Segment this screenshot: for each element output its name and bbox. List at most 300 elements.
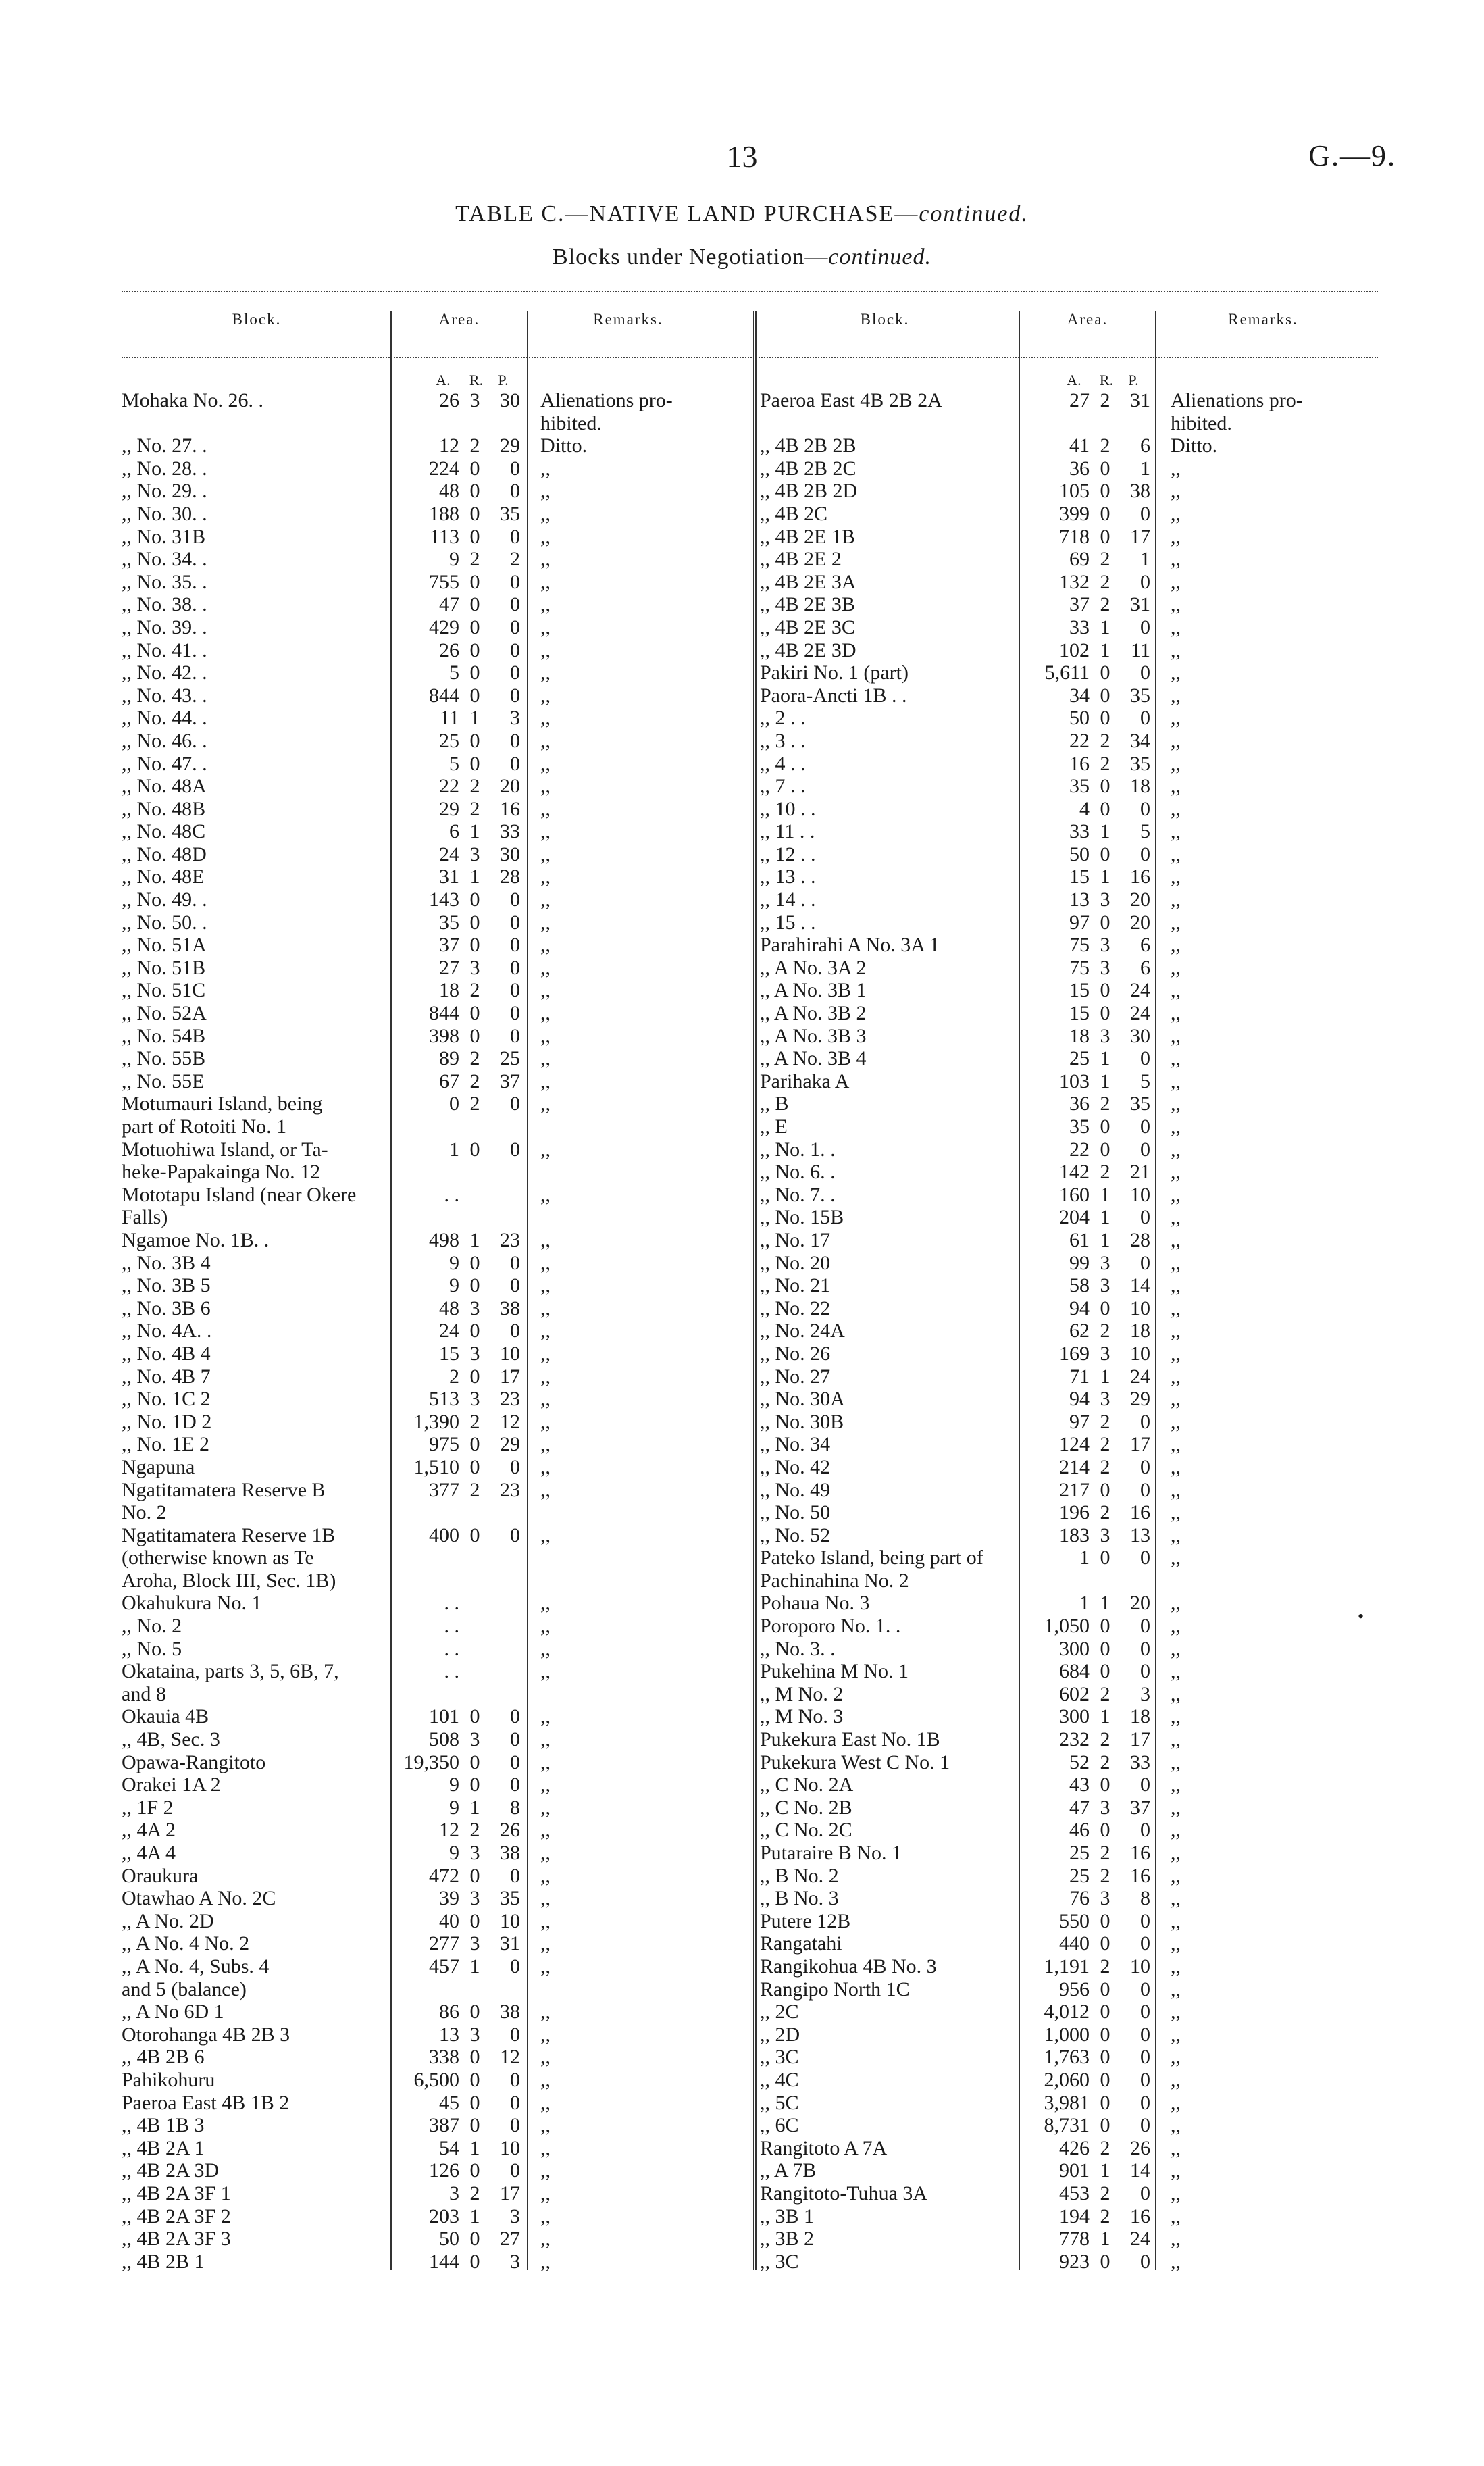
roods-cell: 2 xyxy=(469,1819,480,1842)
acres-cell: 204 xyxy=(1059,1206,1090,1229)
acres-cell: 684 xyxy=(1059,1660,1090,1683)
perches-cell: 14 xyxy=(1130,2159,1150,2182)
remarks-cell: ,, xyxy=(540,1660,551,1683)
perches-cell: 31 xyxy=(1130,593,1150,616)
remarks-cell: ,, xyxy=(540,2091,551,2114)
block-cell: ,, 4A 4 xyxy=(122,1842,176,1864)
roods-cell: 2 xyxy=(1100,1319,1110,1342)
acres-cell: 0 xyxy=(449,1092,459,1115)
units-row-right xyxy=(760,366,1378,389)
block-cell: Poroporo No. 1. . xyxy=(760,1615,901,1638)
roods-cell: 2 xyxy=(469,434,480,457)
acres-cell: 113 xyxy=(430,525,459,548)
remarks-cell: ,, xyxy=(1171,2023,1181,2046)
remarks-cell: ,, xyxy=(540,979,551,1002)
remarks-cell: Ditto. xyxy=(1171,434,1218,457)
block-cell: ,, A 7B xyxy=(760,2159,817,2182)
roods-cell: 2 xyxy=(1100,1728,1110,1751)
block-cell: ,, No. 26 xyxy=(760,1342,831,1365)
remarks-cell: ,, xyxy=(540,525,551,548)
table-row xyxy=(760,2137,1378,2160)
acres-cell: 25 xyxy=(1069,1047,1090,1070)
block-cell: ,, No. 44. . xyxy=(122,707,207,730)
perches-cell: 0 xyxy=(1140,1615,1150,1638)
table-row xyxy=(760,1615,1378,1638)
block-cell: ,, No. 35. . xyxy=(122,570,207,593)
table-row xyxy=(760,1978,1378,2001)
acres-cell: 27 xyxy=(1069,389,1090,411)
remarks-cell: ,, xyxy=(1171,797,1181,820)
acres-cell: 18 xyxy=(1069,1024,1090,1047)
roods-cell: 2 xyxy=(1100,1092,1110,1115)
perches-cell: 25 xyxy=(500,1047,520,1070)
acres-cell: 1,000 xyxy=(1044,2023,1090,2046)
block-cell: Parahirahi A No. 3A 1 xyxy=(760,934,940,957)
block-cell: ,, No. 30A xyxy=(760,1388,845,1411)
roods-cell: 1 xyxy=(469,1955,480,1978)
perches-cell: 0 xyxy=(510,911,520,934)
table-row xyxy=(122,1138,750,1161)
table-row xyxy=(122,2182,750,2205)
acres-cell: 94 xyxy=(1069,1388,1090,1411)
block-cell: ,, A No. 3A 2 xyxy=(760,956,867,979)
remarks-cell: ,, xyxy=(540,752,551,775)
table-row xyxy=(760,2228,1378,2250)
perches-cell: 23 xyxy=(500,1478,520,1501)
table-row xyxy=(122,707,750,730)
table-row xyxy=(122,1206,750,1229)
acres-cell: 203 xyxy=(429,2205,459,2228)
perches-cell: 0 xyxy=(1140,1773,1150,1796)
block-cell: ,, No. 1. . xyxy=(760,1138,836,1161)
block-cell: ,, No. 42. . xyxy=(122,661,207,684)
block-cell: ,, No. 49. . xyxy=(122,888,207,911)
remarks-cell: ,, xyxy=(540,707,551,730)
roods-cell: 0 xyxy=(1100,480,1110,503)
perches-cell: 0 xyxy=(1140,1546,1150,1569)
block-cell: ,, No. 15B xyxy=(760,1206,844,1229)
remarks-cell: ,, xyxy=(1171,775,1181,798)
table-row xyxy=(760,1047,1378,1070)
block-cell: ,, No. 48A xyxy=(122,775,207,798)
remarks-cell: ,, xyxy=(540,1478,551,1501)
block-cell: Otawhao A No. 2C xyxy=(122,1887,276,1910)
table-row xyxy=(760,1683,1378,1706)
perches-cell: 13 xyxy=(1130,1524,1150,1546)
remarks-cell: ,, xyxy=(1171,1274,1181,1297)
remarks-cell: ,, xyxy=(1171,1388,1181,1411)
perches-cell: 0 xyxy=(510,1705,520,1728)
roods-cell: 3 xyxy=(1100,1251,1110,1274)
unit-roods: R. xyxy=(1099,372,1114,388)
remarks-cell: ,, xyxy=(540,1183,551,1206)
remarks-cell: ,, xyxy=(540,1251,551,1274)
acres-cell: 923 xyxy=(1059,2250,1090,2273)
acres-cell: 1,191 xyxy=(1044,1955,1090,1978)
block-cell: ,, No. 22 xyxy=(760,1297,831,1319)
table-row xyxy=(122,1887,750,1910)
roods-cell: 3 xyxy=(469,1842,480,1864)
remarks-cell: ,, xyxy=(1171,1115,1181,1138)
roods-cell: 3 xyxy=(469,2023,480,2046)
roods-cell: 2 xyxy=(1100,752,1110,775)
perches-cell: 33 xyxy=(500,820,520,843)
acres-cell: 440 xyxy=(1059,1932,1090,1955)
block-cell: heke-Papakainga No. 12 xyxy=(122,1161,321,1184)
acres-cell: 36 xyxy=(1069,1092,1090,1115)
acres-cell: 3 xyxy=(449,2182,459,2205)
acres-cell: 36 xyxy=(1069,457,1090,480)
block-cell: Okataina, parts 3, 5, 6B, 7, xyxy=(122,1660,339,1683)
roods-cell: 2 xyxy=(469,775,480,798)
roods-cell: 0 xyxy=(469,1433,480,1456)
remarks-cell: ,, xyxy=(540,820,551,843)
roods-cell: 1 xyxy=(1100,1705,1110,1728)
perches-cell: 0 xyxy=(1140,707,1150,730)
block-cell: ,, A No. 3B 3 xyxy=(760,1024,867,1047)
remarks-cell: ,, xyxy=(540,1887,551,1910)
remarks-cell: ,, xyxy=(540,1365,551,1388)
block-cell: ,, M No. 3 xyxy=(760,1705,844,1728)
perches-cell: 6 xyxy=(1140,934,1150,957)
remarks-cell: Alienations pro- xyxy=(540,389,673,411)
roods-cell: 3 xyxy=(1100,1388,1110,1411)
table-row xyxy=(760,1161,1378,1184)
table-row xyxy=(122,571,750,594)
acres-cell: 472 xyxy=(429,1864,459,1887)
acres-cell: 498 xyxy=(429,1228,459,1251)
acres-cell: 12 xyxy=(439,434,459,457)
table-title xyxy=(0,201,1484,227)
acres-cell: 99 xyxy=(1069,1251,1090,1274)
roods-cell: 1 xyxy=(1100,865,1110,888)
perches-cell: 0 xyxy=(1140,2046,1150,2069)
table-row xyxy=(760,1456,1378,1479)
table-row xyxy=(122,1433,750,1456)
perches-cell: 0 xyxy=(1140,2091,1150,2114)
perches-cell: 0 xyxy=(510,525,520,548)
perches-cell: 16 xyxy=(1130,1842,1150,1864)
table-subtitle-continued: continued. xyxy=(828,245,931,270)
block-cell: ,, No. 24A xyxy=(760,1319,845,1342)
roods-cell: 3 xyxy=(469,1887,480,1910)
acres-cell: 183 xyxy=(1059,1524,1090,1546)
table-row xyxy=(760,730,1378,753)
table-row xyxy=(760,684,1378,707)
divider-center xyxy=(753,311,757,2270)
table-row xyxy=(760,1297,1378,1320)
roods-cell: 3 xyxy=(469,1388,480,1411)
remarks-cell: ,, xyxy=(1171,979,1181,1002)
remarks-cell: ,, xyxy=(1171,593,1181,616)
remarks-cell: ,, xyxy=(540,1024,551,1047)
roods-cell: 1 xyxy=(469,865,480,888)
units-row-left xyxy=(122,366,750,389)
perches-cell: 8 xyxy=(510,1796,520,1819)
table-row xyxy=(122,1070,750,1093)
block-cell: Paeroa East 4B 2B 2A xyxy=(760,389,942,411)
roods-cell: 2 xyxy=(469,1070,480,1092)
roods-cell: 0 xyxy=(1100,797,1110,820)
remarks-cell: ,, xyxy=(1171,1478,1181,1501)
block-cell: ,, C No. 2A xyxy=(760,1773,854,1796)
table-row xyxy=(760,1501,1378,1524)
roods-cell: 1 xyxy=(469,2136,480,2159)
table-row xyxy=(122,1115,750,1138)
table-row xyxy=(760,775,1378,798)
acres-cell: 15 xyxy=(1069,1002,1090,1025)
table-row xyxy=(760,1092,1378,1115)
block-cell: ,, No. 46. . xyxy=(122,729,207,752)
perches-cell: 0 xyxy=(1140,1819,1150,1842)
acres-cell: 48 xyxy=(439,480,459,503)
perches-cell: 0 xyxy=(510,1002,520,1025)
acres-cell: 101 xyxy=(429,1705,459,1728)
remarks-cell: ,, xyxy=(540,480,551,503)
table-row xyxy=(760,1388,1378,1411)
header-remarks-left: Remarks. xyxy=(593,311,663,328)
perches-cell: 0 xyxy=(510,752,520,775)
table-row xyxy=(122,2092,750,2115)
acres-cell: 39 xyxy=(439,1887,459,1910)
perches-cell: 0 xyxy=(1140,1455,1150,1478)
perches-cell: 0 xyxy=(510,1138,520,1161)
table-row xyxy=(760,593,1378,616)
block-cell: and 8 xyxy=(122,1682,166,1705)
block-cell: ,, 4C xyxy=(760,2068,799,2091)
remarks-cell: ,, xyxy=(1171,2001,1181,2023)
roods-cell: 0 xyxy=(1100,1138,1110,1161)
table-row xyxy=(760,457,1378,480)
perches-cell: 0 xyxy=(1140,2250,1150,2273)
table-row xyxy=(122,1501,750,1524)
unit-roods: R. xyxy=(469,372,484,388)
remarks-cell: ,, xyxy=(540,934,551,957)
acres-cell: 35 xyxy=(439,911,459,934)
roods-cell: 3 xyxy=(469,389,480,411)
remarks-cell: ,, xyxy=(1171,1546,1181,1569)
table-row xyxy=(760,1433,1378,1456)
roods-cell: 2 xyxy=(1100,389,1110,411)
block-cell: ,, 11 . . xyxy=(760,820,815,843)
remarks-cell: ,, xyxy=(540,684,551,707)
perches-cell: 6 xyxy=(1140,434,1150,457)
perches-cell: 17 xyxy=(500,1365,520,1388)
remarks-cell: ,, xyxy=(1171,888,1181,911)
roods-cell: 2 xyxy=(469,1410,480,1433)
acres-cell: 169 xyxy=(1059,1342,1090,1365)
block-cell: ,, 4B 2B 2B xyxy=(760,434,856,457)
block-cell: ,, C No. 2C xyxy=(760,1819,852,1842)
roods-cell: 0 xyxy=(469,457,480,480)
perches-cell: 34 xyxy=(1130,729,1150,752)
roods-cell: 2 xyxy=(469,797,480,820)
block-cell: ,, 6C xyxy=(760,2114,799,2137)
table-row xyxy=(122,593,750,616)
table-row xyxy=(122,979,750,1002)
table-row xyxy=(122,865,750,888)
block-cell: Parihaka A xyxy=(760,1070,850,1092)
perches-cell: 24 xyxy=(1130,979,1150,1002)
remarks-cell: ,, xyxy=(1171,2114,1181,2137)
table-row xyxy=(122,2137,750,2160)
remarks-cell: ,, xyxy=(1171,2136,1181,2159)
block-cell: ,, 4B 2A 3D xyxy=(122,2159,220,2182)
acres-cell: 4 xyxy=(1079,797,1090,820)
remarks-cell: ,, xyxy=(540,1274,551,1297)
table-row xyxy=(760,639,1378,662)
roods-cell: 0 xyxy=(1100,525,1110,548)
acres-cell: 47 xyxy=(1069,1796,1090,1819)
table-row xyxy=(760,888,1378,911)
acres-cell: 5 xyxy=(449,661,459,684)
block-cell: ,, No. 38. . xyxy=(122,593,207,616)
remarks-cell: Ditto. xyxy=(540,434,588,457)
roods-cell: 2 xyxy=(469,979,480,1002)
perches-cell: 3 xyxy=(1140,1682,1150,1705)
perches-cell: 1 xyxy=(1140,548,1150,571)
block-cell: ,, 4B 2E 3A xyxy=(760,570,856,593)
block-cell: ,, 3B 2 xyxy=(760,2228,815,2250)
table-row xyxy=(122,2159,750,2182)
table-title-continued: continued. xyxy=(919,201,1029,226)
block-cell: Mototapu Island (near Okere xyxy=(122,1183,357,1206)
block-cell: ,, A No. 3B 1 xyxy=(760,979,867,1002)
acres-cell: 45 xyxy=(439,2091,459,2114)
acres-cell: 52 xyxy=(1069,1751,1090,1773)
remarks-cell: ,, xyxy=(1171,502,1181,525)
perches-cell: 0 xyxy=(510,934,520,957)
block-cell: ,, A No. 4, Subs. 4 xyxy=(122,1955,270,1978)
remarks-cell: ,, xyxy=(1171,1161,1181,1184)
remarks-cell: ,, xyxy=(540,1319,551,1342)
roods-cell: 3 xyxy=(469,842,480,865)
roods-cell: 2 xyxy=(1100,1842,1110,1864)
roods-cell: 2 xyxy=(469,1092,480,1115)
acres-cell: 12 xyxy=(439,1819,459,1842)
block-cell: ,, No. 52 xyxy=(760,1524,831,1546)
table-row xyxy=(760,661,1378,684)
block-cell: ,, 4B, Sec. 3 xyxy=(122,1728,220,1751)
table-row xyxy=(760,2092,1378,2115)
acres-cell: 142 xyxy=(1059,1161,1090,1184)
block-cell: Pohaua No. 3 xyxy=(760,1592,870,1615)
block-cell: ,, No. 31B xyxy=(122,525,206,548)
block-cell: ,, M No. 2 xyxy=(760,1682,844,1705)
table-row xyxy=(122,1728,750,1751)
block-cell: ,, 4B 2E 3D xyxy=(760,638,856,661)
roods-cell: 0 xyxy=(469,1251,480,1274)
acres-cell: 1 xyxy=(449,1138,459,1161)
table-row xyxy=(760,480,1378,503)
table-row xyxy=(122,1773,750,1796)
roods-cell: 0 xyxy=(1100,911,1110,934)
block-cell: ,, A No. 3B 2 xyxy=(760,1002,867,1025)
acres-cell: 89 xyxy=(439,1047,459,1070)
block-cell: ,, No. 54B xyxy=(122,1024,206,1047)
perches-cell: 0 xyxy=(510,2159,520,2182)
acres-cell: 40 xyxy=(439,1909,459,1932)
acres-cell: 50 xyxy=(439,2228,459,2250)
document-reference: G.—9. xyxy=(1308,139,1396,172)
acres-cell: 25 xyxy=(439,729,459,752)
roods-cell: 2 xyxy=(1100,548,1110,571)
perches-cell: 0 xyxy=(1140,2114,1150,2137)
block-cell: ,, No. 39. . xyxy=(122,615,207,638)
table-row xyxy=(122,1796,750,1819)
remarks-cell: ,, xyxy=(540,502,551,525)
perches-cell: 3 xyxy=(510,707,520,730)
acres-cell: 1 xyxy=(1079,1546,1090,1569)
perches-cell: 14 xyxy=(1130,1274,1150,1297)
perches-cell: 10 xyxy=(500,2136,520,2159)
header-area-right: Area. xyxy=(1067,311,1108,328)
acres-cell: 277 xyxy=(429,1932,459,1955)
acres-cell: 429 xyxy=(429,615,459,638)
remarks-cell: ,, xyxy=(540,1433,551,1456)
acres-cell: 27 xyxy=(439,956,459,979)
roods-cell: 3 xyxy=(469,1342,480,1365)
perches-cell: 20 xyxy=(1130,911,1150,934)
remarks-cell: ,, xyxy=(540,1864,551,1887)
block-cell: Rangitoto-Tuhua 3A xyxy=(760,2182,928,2205)
perches-cell: 29 xyxy=(500,1433,520,1456)
acres-cell: 194 xyxy=(1059,2205,1090,2228)
perches-cell: 2 xyxy=(510,548,520,571)
block-cell: ,, 3C xyxy=(760,2250,799,2273)
remarks-cell: ,, xyxy=(1171,2068,1181,2091)
block-cell: ,, 2D xyxy=(760,2023,800,2046)
perches-cell: 12 xyxy=(500,2046,520,2069)
top-rule xyxy=(122,291,1378,292)
perches-cell: 30 xyxy=(1130,1024,1150,1047)
table-row xyxy=(760,1796,1378,1819)
perches-cell: 0 xyxy=(1140,1410,1150,1433)
perches-cell: 1 xyxy=(1140,457,1150,480)
acres-cell: 8,731 xyxy=(1044,2114,1090,2137)
table-row xyxy=(122,753,750,776)
remarks-cell: ,, xyxy=(1171,615,1181,638)
table-row xyxy=(122,888,750,911)
table-row xyxy=(760,503,1378,526)
acres-cell: 1,390 xyxy=(413,1410,459,1433)
perches-cell: 33 xyxy=(1130,1751,1150,1773)
acres-cell: 29 xyxy=(439,797,459,820)
remarks-cell: ,, xyxy=(1171,1365,1181,1388)
table-row xyxy=(122,1252,750,1275)
block-cell: ,, 1F 2 xyxy=(122,1796,174,1819)
table-row xyxy=(760,1138,1378,1161)
perches-cell: 0 xyxy=(510,1773,520,1796)
table-row xyxy=(760,1660,1378,1683)
perches-cell: 29 xyxy=(1130,1388,1150,1411)
block-cell: Rangikohua 4B No. 3 xyxy=(760,1955,937,1978)
perches-cell: 0 xyxy=(1140,2068,1150,2091)
acres-cell: 43 xyxy=(1069,1773,1090,1796)
remarks-cell: ,, xyxy=(1171,1615,1181,1638)
remarks-cell: ,, xyxy=(1171,1751,1181,1773)
remarks-cell: ,, xyxy=(1171,1978,1181,2001)
block-cell: ,, 4B 2A 1 xyxy=(122,2136,205,2159)
remarks-cell: ,, xyxy=(540,1592,551,1615)
remarks-cell: ,, xyxy=(1171,457,1181,480)
remarks-cell: ,, xyxy=(1171,729,1181,752)
block-cell: ,, A No. 4 No. 2 xyxy=(122,1932,250,1955)
perches-cell: 3 xyxy=(510,2250,520,2273)
table-row xyxy=(122,1592,750,1615)
left-table-half xyxy=(122,366,750,2273)
perches-cell: 16 xyxy=(1130,2205,1150,2228)
